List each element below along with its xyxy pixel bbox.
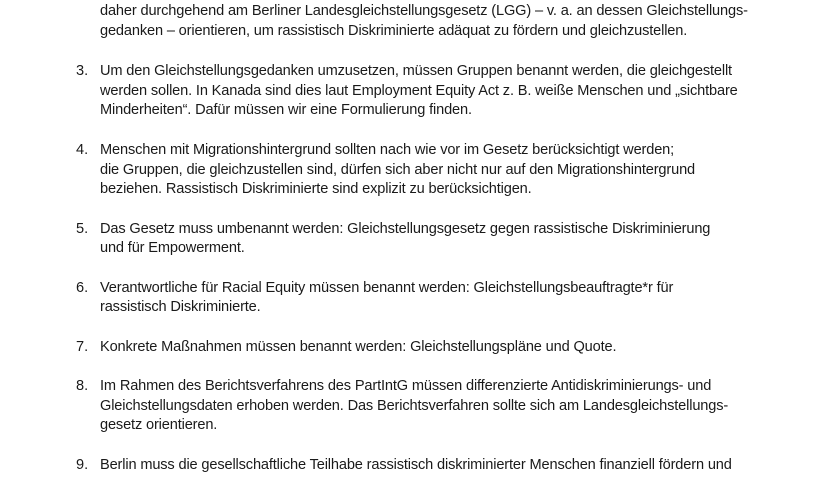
intro-line: gedanken – orientieren, um rassistisch Diskriminierte adäquat zu fördern und gleichzustellen. bbox=[100, 23, 688, 39]
list-item-number: 4. bbox=[76, 142, 89, 158]
list-item-line: Um den Gleichstellungsgedanken umzusetzen, müssen Gruppen benannt werden, die gleichgestellt bbox=[100, 63, 732, 79]
list-item-number: 6. bbox=[76, 280, 89, 296]
list-item-line: Menschen mit Migrationshintergrund sollten nach wie vor im Gesetz berücksichtigt werden; bbox=[100, 142, 675, 158]
list-item-line: die Gruppen, die gleichzustellen sind, dürfen sich aber nicht nur auf den Migrationshintergrund bbox=[100, 162, 696, 178]
list-item-line: gesetz orientieren. bbox=[100, 417, 218, 433]
list-item-line: und für Empowerment. bbox=[100, 240, 245, 256]
list-item-line: Berlin muss die gesellschaftliche Teilhabe rassistisch diskriminierter Menschen finanziell fördern und bbox=[100, 457, 732, 473]
list-item-number: 9. bbox=[76, 457, 89, 473]
list-item-line: Minderheiten“. Dafür müssen wir eine Formulierung finden. bbox=[100, 102, 472, 118]
list-item-line: Verantwortliche für Racial Equity müssen benannt werden: Gleichstellungsbeauftragte*r für bbox=[100, 280, 674, 296]
list-item-number: 5. bbox=[76, 221, 89, 237]
list-item-line: werden sollen. In Kanada sind dies laut Employment Equity Act z. B. weiße Menschen und „sichtbare bbox=[100, 83, 738, 99]
list-item-number: 3. bbox=[76, 63, 89, 79]
list-item-line: Gleichstellungsdaten erhoben werden. Das Berichtsverfahren sollte sich am Landesgleichstellungs- bbox=[100, 398, 729, 414]
list-item-number: 8. bbox=[76, 378, 89, 394]
list-item-number: 7. bbox=[76, 339, 89, 355]
list-item-line: Konkrete Maßnahmen müssen benannt werden: Gleichstellungspläne und Quote. bbox=[100, 339, 617, 355]
list-item-line: beziehen. Rassistisch Diskriminierte sind explizit zu berücksichtigen. bbox=[100, 181, 532, 197]
intro-line: daher durchgehend am Berliner Landesgleichstellungsgesetz (LGG) – v. a. an dessen Gleichstellungs- bbox=[100, 3, 748, 19]
list-item-line: Im Rahmen des Berichtsverfahrens des PartIntG müssen differenzierte Antidiskriminierungs- und bbox=[100, 378, 712, 394]
list-item-line: Das Gesetz muss umbenannt werden: Gleichstellungsgesetz gegen rassistische Diskriminierung bbox=[100, 221, 711, 237]
list-item-line: rassistisch Diskriminierte. bbox=[100, 299, 261, 315]
